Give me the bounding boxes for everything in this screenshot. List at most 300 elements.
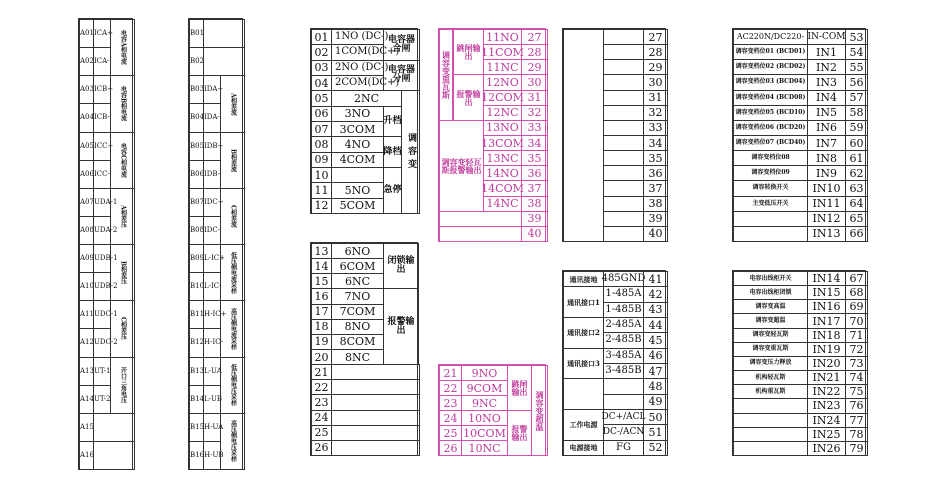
terminal-number: 73 bbox=[845, 356, 868, 371]
terminal-id: B08 bbox=[189, 216, 204, 245]
terminal-number: 50 bbox=[643, 409, 668, 425]
signal-name bbox=[93, 441, 135, 470]
input-name bbox=[733, 211, 808, 227]
signal-name: IN13 bbox=[807, 226, 846, 242]
blank-cell bbox=[563, 378, 604, 410]
blank-cell bbox=[603, 180, 644, 196]
terminal-number: 28 bbox=[521, 44, 548, 60]
terminal-number: 39 bbox=[643, 211, 668, 227]
signal-name: 9COM bbox=[461, 380, 508, 396]
signal-name: IN11 bbox=[807, 196, 846, 212]
signal-name: 11NO bbox=[483, 29, 522, 45]
signal-name: UDC-1 bbox=[93, 300, 111, 329]
group-label: C相差压 bbox=[110, 300, 135, 357]
terminal-id: B04 bbox=[189, 103, 204, 132]
terminal-number: 25 bbox=[311, 425, 332, 441]
terminal-number: 29 bbox=[521, 59, 548, 75]
terminal-number: 14 bbox=[311, 258, 332, 274]
terminal-number: 25 bbox=[439, 425, 462, 441]
terminal-id: A10 bbox=[79, 272, 94, 301]
terminal-number: 51 bbox=[643, 424, 668, 440]
terminal-id: A15 bbox=[79, 413, 94, 442]
blank-cell bbox=[603, 211, 644, 227]
blank-cell bbox=[603, 105, 644, 121]
terminal-number: 21 bbox=[439, 365, 462, 381]
terminal-number: 30 bbox=[521, 74, 548, 90]
terminal-id: B14 bbox=[189, 385, 204, 414]
function-label: 闭锁输出 bbox=[383, 243, 419, 289]
signal-name: L-UB bbox=[203, 385, 221, 414]
terminal-number: 35 bbox=[521, 150, 548, 166]
terminal-number: 45 bbox=[643, 332, 668, 348]
signal-name bbox=[331, 410, 420, 426]
terminal-number: 35 bbox=[643, 150, 668, 166]
input-name: 调容变档位05 (BCD10) bbox=[733, 105, 808, 121]
blank-cell bbox=[603, 44, 644, 60]
signal-name: IN17 bbox=[807, 313, 846, 328]
signal-name: IN19 bbox=[807, 342, 846, 357]
signal-name: 2-485B bbox=[603, 332, 644, 348]
signal-name: 5NO bbox=[331, 182, 384, 198]
signal-name bbox=[439, 211, 522, 227]
terminal-number: 24 bbox=[311, 410, 332, 426]
signal-name: 10COM bbox=[461, 425, 508, 441]
signal-name: H-IC+ bbox=[203, 300, 221, 329]
terminal-number: 12 bbox=[311, 198, 332, 214]
input-name: 调容变超温 bbox=[733, 313, 808, 328]
function-label: 报警输出 bbox=[507, 410, 532, 456]
input-name: 调容变档位07 (BCD40) bbox=[733, 135, 808, 151]
signal-name: 12NO bbox=[483, 74, 522, 90]
terminal-number: 34 bbox=[521, 135, 548, 151]
input-name: 调容变轻瓦斯 bbox=[733, 328, 808, 343]
terminal-number: 19 bbox=[311, 334, 332, 350]
terminal-number: 21 bbox=[311, 364, 332, 380]
input-name: 调容变档位01 (BCD01) bbox=[733, 44, 808, 60]
input-name bbox=[733, 226, 808, 242]
signal-name: ICA+ bbox=[93, 19, 111, 48]
terminal-id: B05 bbox=[189, 132, 204, 161]
blank-cell bbox=[603, 226, 644, 242]
terminal-number: 36 bbox=[521, 165, 548, 181]
input-name: 主变低压开关 bbox=[733, 196, 808, 212]
terminal-number: 03 bbox=[311, 60, 332, 76]
terminal-number: 08 bbox=[311, 136, 332, 152]
terminal-number: 76 bbox=[845, 398, 868, 413]
group-label: A相差流 bbox=[220, 75, 245, 132]
terminal-number: 46 bbox=[643, 348, 668, 364]
signal-name: UT-1 bbox=[93, 357, 111, 386]
input-name: 电容出线柜闭锁 bbox=[733, 285, 808, 300]
signal-name: IN22 bbox=[807, 384, 846, 399]
terminal-number: 26 bbox=[439, 440, 462, 456]
signal-name: 7NO bbox=[331, 288, 384, 304]
signal-name bbox=[603, 378, 644, 394]
terminal-id: A16 bbox=[79, 441, 94, 470]
port-label: 通讯接口1 bbox=[563, 286, 604, 318]
signal-name: 13COM bbox=[481, 136, 524, 150]
terminal-number: 63 bbox=[845, 180, 868, 196]
group-label: 高压侧电流采样 bbox=[220, 300, 245, 357]
signal-name: 9NO bbox=[461, 365, 508, 381]
signal-name: IN3 bbox=[807, 74, 846, 90]
terminal-number: 75 bbox=[845, 384, 868, 399]
input-name: 调容转换开关 bbox=[733, 180, 808, 196]
input-name: 机构重瓦斯 bbox=[733, 384, 808, 399]
function-label: 电容器合闸 bbox=[383, 29, 420, 61]
terminal-number: 47 bbox=[643, 363, 668, 379]
terminal-number: 68 bbox=[845, 285, 868, 300]
input-name: 调容变档位08 bbox=[733, 150, 808, 166]
signal-name: ICB- bbox=[93, 103, 111, 132]
signal-name: IN10 bbox=[807, 180, 846, 196]
signal-name bbox=[439, 226, 522, 242]
terminal-block-c1 bbox=[310, 28, 418, 214]
terminal-number: 24 bbox=[439, 410, 462, 426]
terminal-number: 32 bbox=[521, 105, 548, 121]
signal-name: IN18 bbox=[807, 328, 846, 343]
terminal-number: 55 bbox=[845, 59, 868, 75]
signal-name: IN23 bbox=[807, 398, 846, 413]
signal-name: 14COM bbox=[481, 181, 524, 195]
terminal-number: 43 bbox=[643, 302, 668, 318]
signal-name: IDC- bbox=[203, 216, 221, 245]
signal-name: 1-485B bbox=[603, 302, 644, 318]
signal-name: IN25 bbox=[807, 427, 846, 442]
terminal-block-f1 bbox=[732, 28, 866, 242]
terminal-number: 20 bbox=[311, 349, 332, 365]
terminal-id: A05 bbox=[79, 132, 94, 161]
terminal-number: 13 bbox=[311, 243, 332, 259]
signal-name: 14NC bbox=[483, 196, 522, 212]
signal-name: IN15 bbox=[807, 285, 846, 300]
signal-name: 10NO bbox=[461, 410, 508, 426]
group-label: 低压侧电压采样 bbox=[220, 357, 245, 414]
terminal-id: A11 bbox=[79, 300, 94, 329]
signal-name: IN21 bbox=[807, 370, 846, 385]
signal-name: 10NC bbox=[461, 440, 508, 456]
terminal-block-b bbox=[188, 18, 243, 470]
signal-name: 7COM bbox=[331, 304, 384, 320]
signal-name: 2NC bbox=[331, 90, 402, 106]
terminal-number: 34 bbox=[643, 135, 668, 151]
blank-cell bbox=[563, 29, 604, 242]
signal-name: 485GND bbox=[603, 271, 644, 287]
terminal-number: 74 bbox=[845, 370, 868, 385]
group-label: B相差压 bbox=[110, 244, 135, 301]
signal-name: 1-485A bbox=[603, 286, 644, 302]
terminal-id: A07 bbox=[79, 188, 94, 217]
terminal-number: 62 bbox=[845, 165, 868, 181]
signal-name: 2COM(DC+) bbox=[331, 75, 384, 91]
signal-name: IN16 bbox=[807, 299, 846, 314]
input-name: 调容变重瓦斯 bbox=[733, 342, 808, 357]
terminal-id: A08 bbox=[79, 216, 94, 245]
signal-name: IN5 bbox=[807, 105, 846, 121]
signal-name bbox=[331, 364, 420, 380]
port-label: 通讯接口2 bbox=[563, 317, 604, 349]
group-label: 低压侧电流采样 bbox=[220, 244, 245, 301]
terminal-number: 48 bbox=[643, 378, 668, 394]
terminal-number: 38 bbox=[521, 196, 548, 212]
terminal-number: 41 bbox=[643, 271, 668, 287]
blank-cell bbox=[603, 90, 644, 106]
terminal-block-e1 bbox=[562, 28, 666, 242]
terminal-number: 69 bbox=[845, 299, 868, 314]
signal-name: 12NC bbox=[483, 105, 522, 121]
terminal-block-c2 bbox=[310, 242, 418, 456]
function-label: 跳闸输出 bbox=[507, 365, 532, 411]
group-label: 电容C相电流 bbox=[110, 132, 135, 189]
signal-name: UT-2 bbox=[93, 385, 111, 414]
signal-name: UDB-1 bbox=[93, 244, 111, 273]
terminal-number: 54 bbox=[845, 44, 868, 60]
terminal-number: 40 bbox=[521, 226, 548, 242]
function-label: 调容变超温 bbox=[531, 365, 548, 456]
function-label: 调容变重瓦斯 bbox=[439, 29, 453, 121]
signal-name: IN24 bbox=[807, 413, 846, 428]
terminal-number: 27 bbox=[521, 29, 548, 45]
input-name: 电容出线柜开关 bbox=[733, 271, 808, 286]
terminal-id: B03 bbox=[189, 75, 204, 104]
input-name: 调容变档位03 (BCD04) bbox=[733, 74, 808, 90]
terminal-number: 32 bbox=[643, 105, 668, 121]
signal-name bbox=[331, 425, 420, 441]
blank-cell bbox=[603, 59, 644, 75]
terminal-number: 79 bbox=[845, 441, 868, 456]
terminal-number: 04 bbox=[311, 75, 332, 91]
blank-cell bbox=[603, 120, 644, 136]
terminal-number: 61 bbox=[845, 150, 868, 166]
signal-name: UDC-2 bbox=[93, 328, 111, 357]
blank-cell bbox=[603, 196, 644, 212]
signal-name: 3NO bbox=[331, 106, 384, 122]
signal-name bbox=[331, 394, 420, 410]
group-label: 高压侧电压采样 bbox=[220, 413, 245, 470]
signal-name: L-IC- bbox=[203, 272, 221, 301]
signal-name: IN8 bbox=[807, 150, 846, 166]
input-name: 调容变压力释放 bbox=[733, 356, 808, 371]
input-name: 调容变档位06 (BCD20) bbox=[733, 120, 808, 136]
signal-name: 4NO bbox=[331, 136, 384, 152]
terminal-id: A06 bbox=[79, 160, 94, 189]
terminal-id: B07 bbox=[189, 188, 204, 217]
terminal-id: B09 bbox=[189, 244, 204, 273]
blank-cell bbox=[603, 74, 644, 90]
terminal-number: 31 bbox=[643, 90, 668, 106]
terminal-id: A14 bbox=[79, 385, 94, 414]
terminal-number: 30 bbox=[643, 74, 668, 90]
signal-name: 5COM bbox=[331, 198, 384, 214]
signal-name: 13NC bbox=[483, 150, 522, 166]
signal-name: ICB+ bbox=[93, 75, 111, 104]
terminal-number: 66 bbox=[845, 226, 868, 242]
signal-name: IN-COM bbox=[807, 29, 846, 45]
blank-cell bbox=[603, 165, 644, 181]
terminal-id: B01 bbox=[189, 19, 204, 48]
signal-name bbox=[331, 167, 384, 183]
terminal-number: 72 bbox=[845, 342, 868, 357]
terminal-number: 60 bbox=[845, 135, 868, 151]
function-label: 报警输出 bbox=[383, 288, 419, 365]
input-name: 调容变档位04 (BCD08) bbox=[733, 90, 808, 106]
terminal-number: 17 bbox=[311, 304, 332, 320]
signal-name: H-IC- bbox=[203, 328, 221, 357]
terminal-number: 77 bbox=[845, 413, 868, 428]
signal-name: 6NO bbox=[331, 243, 384, 259]
signal-name: IDA+ bbox=[203, 75, 221, 104]
terminal-id: A09 bbox=[79, 244, 94, 273]
port-label: 电源接地 bbox=[563, 440, 604, 456]
terminal-number: 09 bbox=[311, 152, 332, 168]
signal-name: 8COM bbox=[331, 334, 384, 350]
signal-name: UDB-2 bbox=[93, 272, 111, 301]
signal-name: IDC+ bbox=[203, 188, 221, 217]
terminal-id: A13 bbox=[79, 357, 94, 386]
group-label: B相差流 bbox=[220, 132, 245, 189]
blank-cell bbox=[603, 150, 644, 166]
terminal-id: B12 bbox=[189, 328, 204, 357]
signal-name bbox=[93, 413, 135, 442]
terminal-number: 33 bbox=[521, 120, 548, 136]
signal-name: 6NC bbox=[331, 273, 384, 289]
input-name bbox=[733, 427, 808, 442]
terminal-number: 29 bbox=[643, 59, 668, 75]
terminal-number: 71 bbox=[845, 328, 868, 343]
terminal-number: 37 bbox=[521, 180, 548, 196]
terminal-number: 02 bbox=[311, 44, 332, 60]
terminal-number: 67 bbox=[845, 271, 868, 286]
terminal-number: 56 bbox=[845, 74, 868, 90]
input-name bbox=[733, 398, 808, 413]
signal-name: 11NC bbox=[483, 59, 522, 75]
function-label: 降档 bbox=[383, 136, 402, 168]
function-label: 急停 bbox=[383, 167, 402, 214]
signal-name: L-IC+ bbox=[203, 244, 221, 273]
terminal-number: 57 bbox=[845, 90, 868, 106]
signal-name: ICC- bbox=[93, 160, 111, 189]
signal-name: 1NO (DC-) bbox=[331, 29, 384, 45]
function-label: 调容变 bbox=[401, 90, 420, 214]
port-label: 工作电源 bbox=[563, 409, 604, 441]
blank-cell bbox=[603, 135, 644, 151]
signal-name: 8NC bbox=[331, 349, 384, 365]
terminal-block-d1 bbox=[438, 28, 546, 242]
signal-name: 9NC bbox=[461, 395, 508, 411]
terminal-number: 59 bbox=[845, 120, 868, 136]
terminal-number: 16 bbox=[311, 288, 332, 304]
signal-name: 1COM(DC+) bbox=[331, 44, 384, 60]
terminal-number: 52 bbox=[643, 440, 668, 456]
input-name: 调容变档位09 bbox=[733, 165, 808, 181]
terminal-number: 26 bbox=[311, 440, 332, 456]
terminal-number: 58 bbox=[845, 105, 868, 121]
terminal-id: B13 bbox=[189, 357, 204, 386]
signal-name: 4COM bbox=[331, 152, 384, 168]
signal-name: IN26 bbox=[807, 441, 846, 456]
terminal-number: 07 bbox=[311, 121, 332, 137]
terminal-id: B16 bbox=[189, 441, 204, 470]
signal-name: IN6 bbox=[807, 120, 846, 136]
input-name: 调容变高温 bbox=[733, 299, 808, 314]
terminal-number: 49 bbox=[643, 394, 668, 410]
signal-name bbox=[603, 394, 644, 410]
signal-name: IN1 bbox=[807, 44, 846, 60]
terminal-id: B10 bbox=[189, 272, 204, 301]
signal-name bbox=[203, 47, 245, 76]
input-name: AC220N/DC220- bbox=[733, 29, 808, 45]
signal-name: ICC+ bbox=[93, 132, 111, 161]
terminal-block-a bbox=[78, 18, 133, 470]
terminal-number: 65 bbox=[845, 211, 868, 227]
group-label: 电容A相电流 bbox=[110, 19, 135, 76]
signal-name: 6COM bbox=[331, 258, 384, 274]
terminal-block-f2 bbox=[732, 270, 866, 456]
signal-name: IN14 bbox=[807, 271, 846, 286]
signal-name: IN2 bbox=[807, 59, 846, 75]
terminal-number: 78 bbox=[845, 427, 868, 442]
signal-name: 3COM bbox=[331, 121, 384, 137]
signal-name: IN7 bbox=[807, 135, 846, 151]
signal-name bbox=[203, 19, 245, 48]
function-label: 升档 bbox=[383, 106, 402, 138]
signal-name: 14NO bbox=[483, 165, 522, 181]
function-label: 报警输出 bbox=[453, 74, 484, 120]
group-label: 电容B相电流 bbox=[110, 75, 135, 132]
terminal-id: A12 bbox=[79, 328, 94, 357]
port-label: 通讯接地 bbox=[563, 271, 604, 287]
terminal-number: 11 bbox=[311, 182, 332, 198]
terminal-id: B15 bbox=[189, 413, 204, 442]
terminal-id: A03 bbox=[79, 75, 94, 104]
terminal-block-d2 bbox=[438, 364, 546, 456]
terminal-id: B11 bbox=[189, 300, 204, 329]
terminal-number: 15 bbox=[311, 273, 332, 289]
blank-cell bbox=[603, 29, 644, 45]
terminal-number: 42 bbox=[643, 286, 668, 302]
signal-name bbox=[331, 379, 420, 395]
signal-name: 11COM bbox=[481, 45, 524, 59]
signal-name bbox=[331, 440, 420, 456]
input-name bbox=[733, 413, 808, 428]
signal-name: UDA-2 bbox=[93, 216, 111, 245]
terminal-id: A02 bbox=[79, 47, 94, 76]
signal-name: DC-/ACN bbox=[603, 424, 644, 440]
signal-name: 8NO bbox=[331, 319, 384, 335]
input-name: 调容变档位02 (BCD02) bbox=[733, 59, 808, 75]
signal-name: IDB+ bbox=[203, 132, 221, 161]
port-label: 通讯接口3 bbox=[563, 348, 604, 380]
terminal-number: 31 bbox=[521, 90, 548, 106]
signal-name: 2NO (DC-) bbox=[331, 60, 384, 76]
signal-name: L-UA bbox=[203, 357, 221, 386]
terminal-number: 06 bbox=[311, 106, 332, 122]
terminal-number: 23 bbox=[311, 394, 332, 410]
terminal-number: 28 bbox=[643, 44, 668, 60]
signal-name: FG bbox=[603, 440, 644, 456]
group-label: A相差压 bbox=[110, 188, 135, 245]
terminal-number: 40 bbox=[643, 226, 668, 242]
terminal-id: A01 bbox=[79, 19, 94, 48]
terminal-number: 18 bbox=[311, 319, 332, 335]
function-label: 跳闸输出 bbox=[453, 29, 484, 75]
signal-name: IDA- bbox=[203, 103, 221, 132]
terminal-id: B02 bbox=[189, 47, 204, 76]
input-name: 机构轻瓦斯 bbox=[733, 370, 808, 385]
terminal-number: 33 bbox=[643, 120, 668, 136]
terminal-number: 70 bbox=[845, 313, 868, 328]
signal-name: IN9 bbox=[807, 165, 846, 181]
